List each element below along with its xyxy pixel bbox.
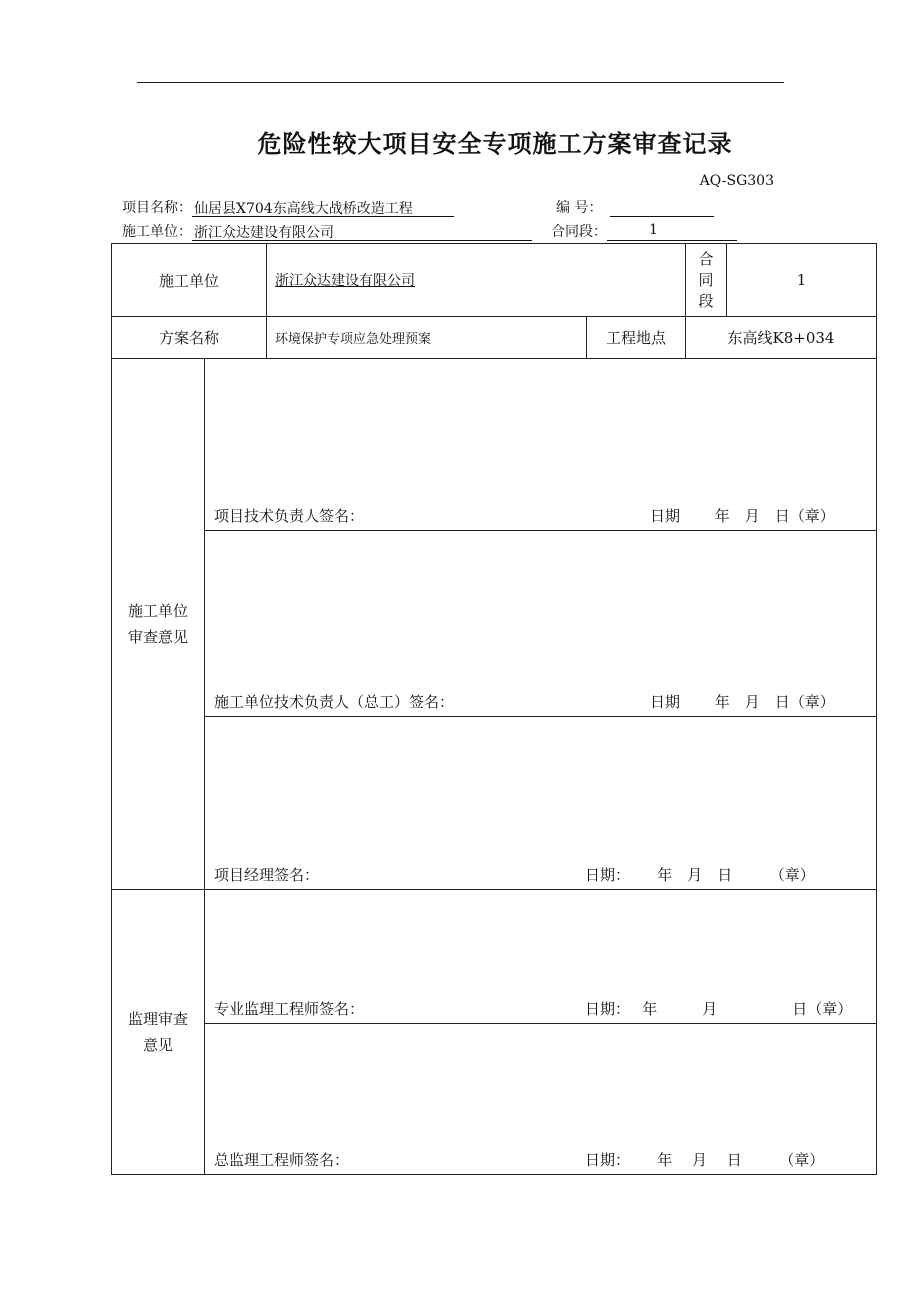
contract-row [551, 221, 737, 241]
construction-unit-cell [267, 244, 686, 317]
unit-label: 施工单位： [122, 224, 192, 240]
plan-name-cell [267, 317, 587, 359]
location-value: 东高线K8+034 [686, 317, 877, 359]
supervision-engineer-signature-cell [205, 890, 877, 1024]
chief-engineer-signature-label: 施工单位技术负责人（总工）签名： [214, 693, 455, 711]
construction-unit-label: 施工单位 [112, 244, 267, 317]
plan-name-label: 方案名称 [112, 317, 267, 359]
number-value [610, 198, 612, 214]
unit-value: 浙江众达建设有限公司 [194, 225, 334, 241]
supervision-engineer-signature-label: 专业监理工程师签名： [214, 1000, 365, 1018]
project-manager-date: 日期： 年 月 日 （章） [585, 866, 815, 884]
unit-row [122, 221, 532, 241]
location-label: 工程地点 [587, 317, 686, 359]
plan-name-value: 环境保护专项应急处理预案 [275, 332, 432, 347]
chief-supervisor-signature-label: 总监理工程师签名： [214, 1151, 350, 1169]
header-rule [137, 82, 784, 83]
project-name-row [122, 197, 454, 217]
project-manager-signature-label: 项目经理签名： [214, 866, 320, 884]
review-table [111, 243, 877, 1175]
tech-lead-date: 日期 年 月 日（章） [650, 507, 835, 525]
project-name-value: 仙居县X704东高线大战桥改造工程 [194, 201, 413, 217]
number-row [556, 197, 714, 217]
contract-section-label: 合 同 段 [686, 244, 727, 317]
supervision-engineer-date: 日期： 年 月 日（章） [585, 1000, 853, 1018]
chief-supervisor-date: 日期： 年 月 日 （章） [585, 1151, 825, 1169]
chief-supervisor-signature-cell [205, 1024, 877, 1175]
contract-label: 合同段： [551, 224, 607, 240]
tech-lead-signature-label: 项目技术负责人签名： [214, 507, 365, 525]
form-code: AQ-SG303 [699, 173, 774, 189]
project-name-label: 项目名称： [122, 200, 192, 216]
construction-unit-value: 浙江众达建设有限公司 [275, 273, 416, 289]
tech-lead-signature-cell [205, 359, 877, 531]
supervision-review-label: 监理审查意见 [112, 890, 205, 1175]
chief-engineer-date: 日期 年 月 日（章） [650, 693, 835, 711]
document-title: 危险性较大项目安全专项施工方案审查记录 [257, 130, 733, 158]
contract-section-value: 1 [727, 244, 877, 317]
chief-engineer-signature-cell [205, 531, 877, 717]
contract-value: 1 [649, 222, 658, 238]
project-manager-signature-cell [205, 717, 877, 890]
unit-review-label: 施工单位审查意见 [112, 359, 205, 890]
number-label: 编 号： [556, 200, 603, 216]
